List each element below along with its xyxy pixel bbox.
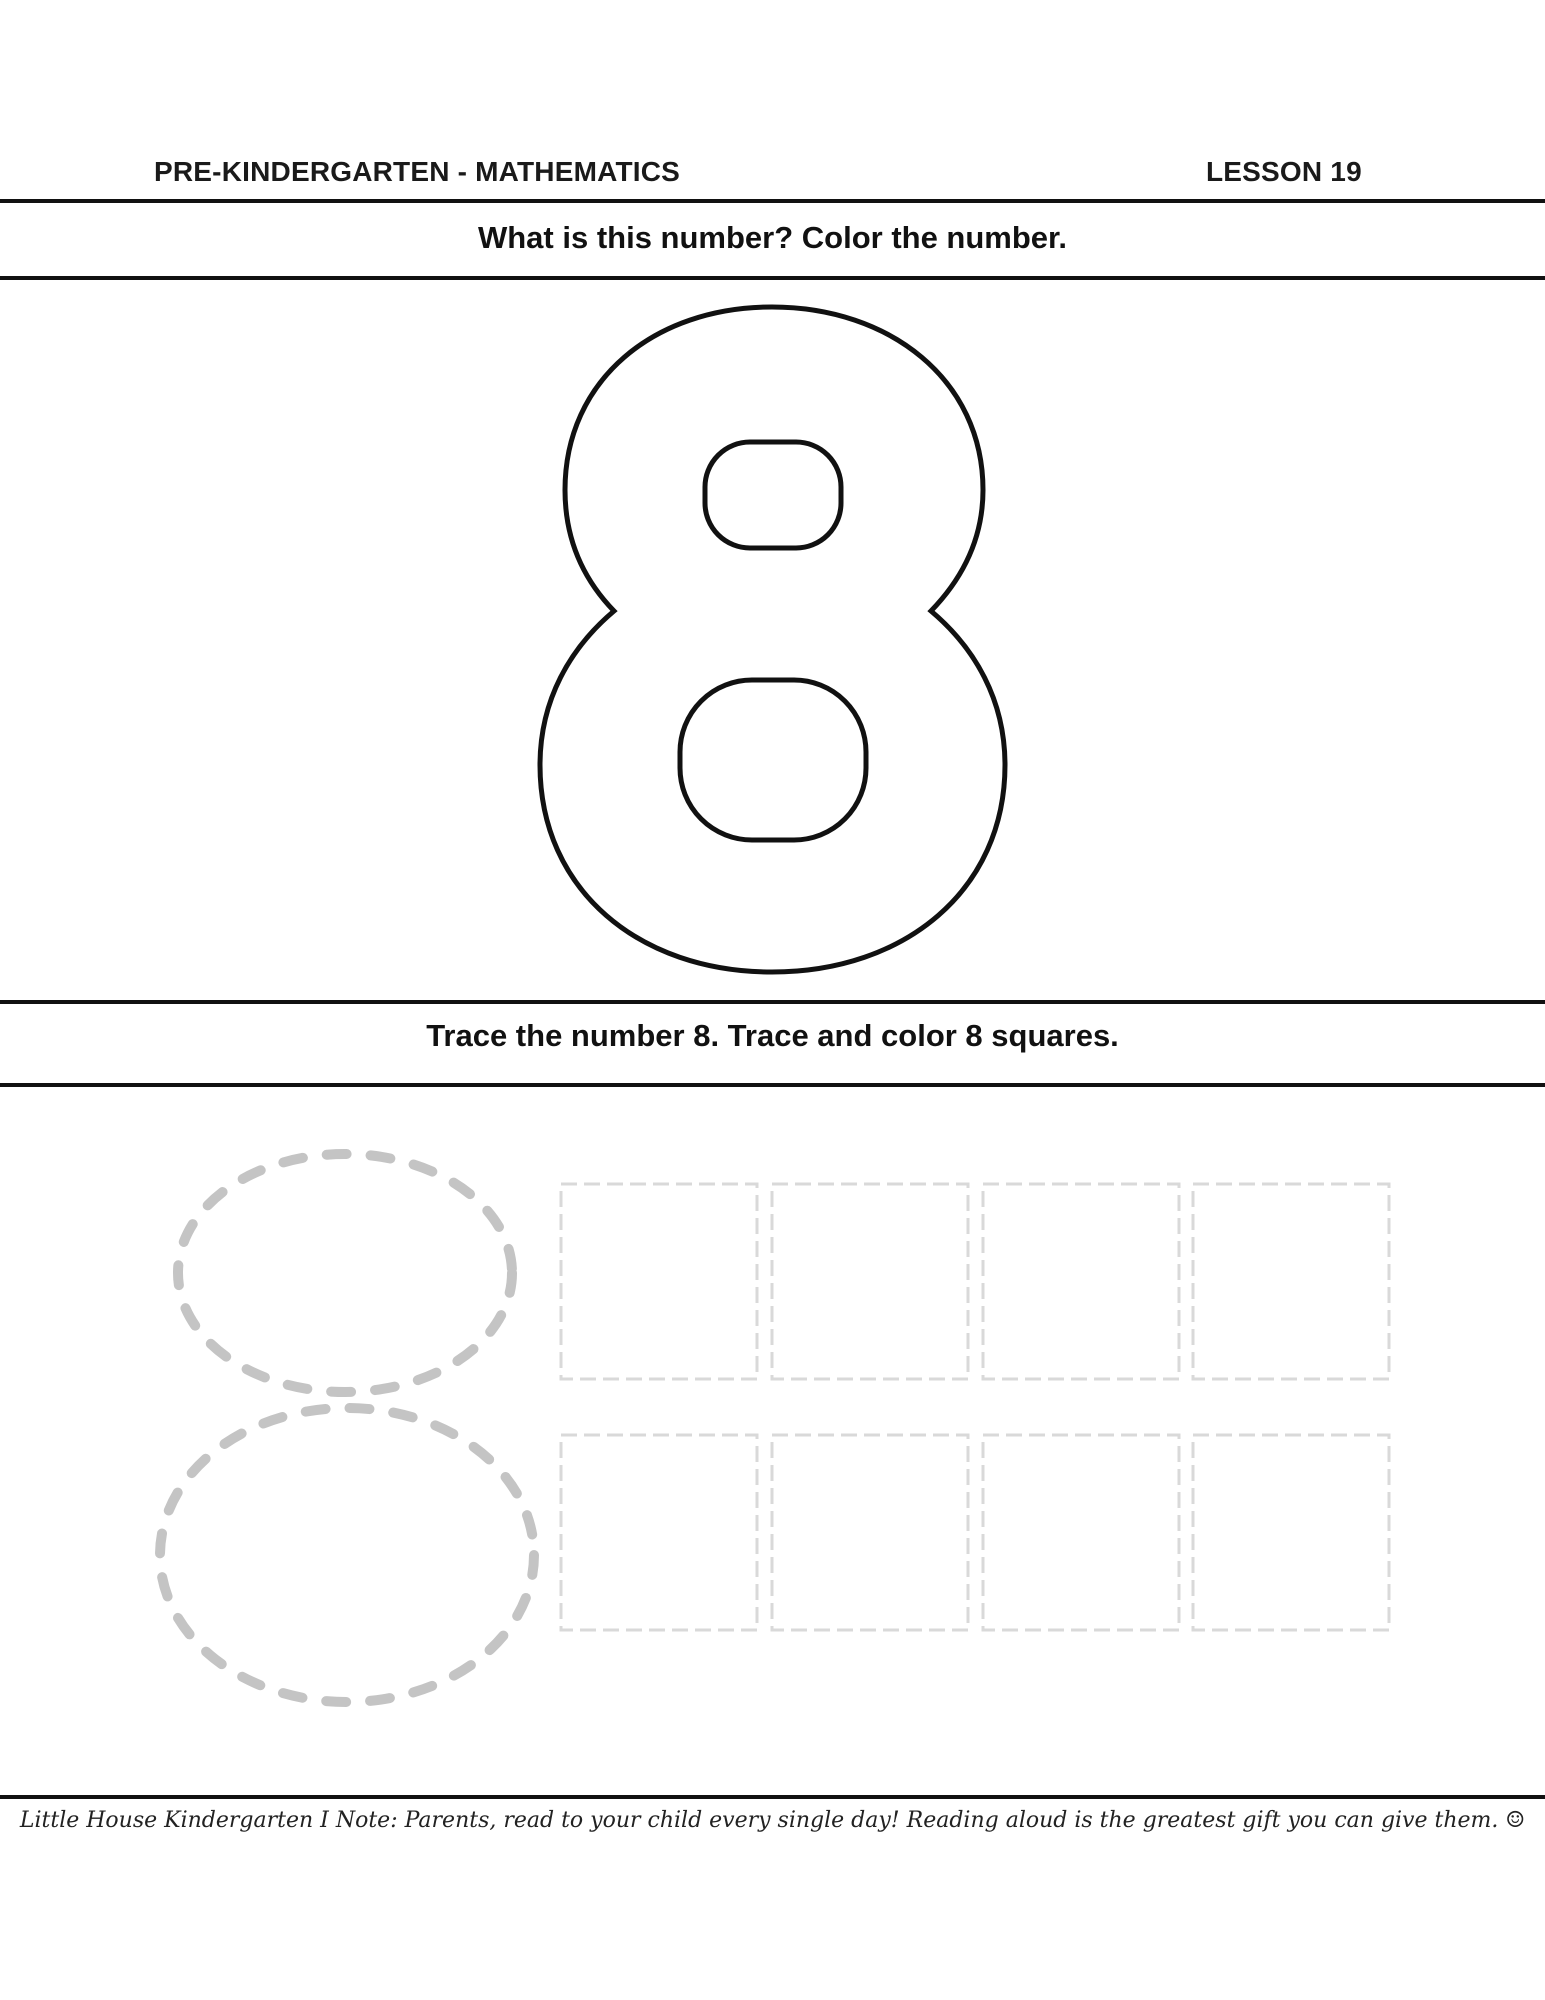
dashed-trace-eight (160, 1154, 534, 1702)
trace-square (561, 1435, 757, 1630)
trace-eight-top-loop (178, 1154, 512, 1392)
trace-squares-grid (561, 1184, 1389, 1630)
instruction-trace-number: Trace the number 8. Trace and color 8 squares. (426, 1018, 1119, 1053)
trace-square (1193, 1184, 1389, 1379)
lesson-number: LESSON 19 (1206, 156, 1362, 187)
instruction-color-number: What is this number? Color the number. (477, 220, 1068, 255)
course-title: PRE-KINDERGARTEN - MATHEMATICS (154, 156, 681, 187)
trace-square (561, 1184, 757, 1379)
trace-square (772, 1184, 968, 1379)
trace-eight-bottom-loop (160, 1408, 534, 1702)
footer-divider (0, 1795, 1545, 1799)
trace-square (1193, 1435, 1389, 1630)
trace-square (983, 1435, 1179, 1630)
trace-square (983, 1184, 1179, 1379)
footer-parent-note: Little House Kindergarten I Note: Parents, read to your child every single day! Reading aloud is the greatest gift you can give them. ☺ (19, 1808, 1526, 1833)
trace-square (772, 1435, 968, 1630)
